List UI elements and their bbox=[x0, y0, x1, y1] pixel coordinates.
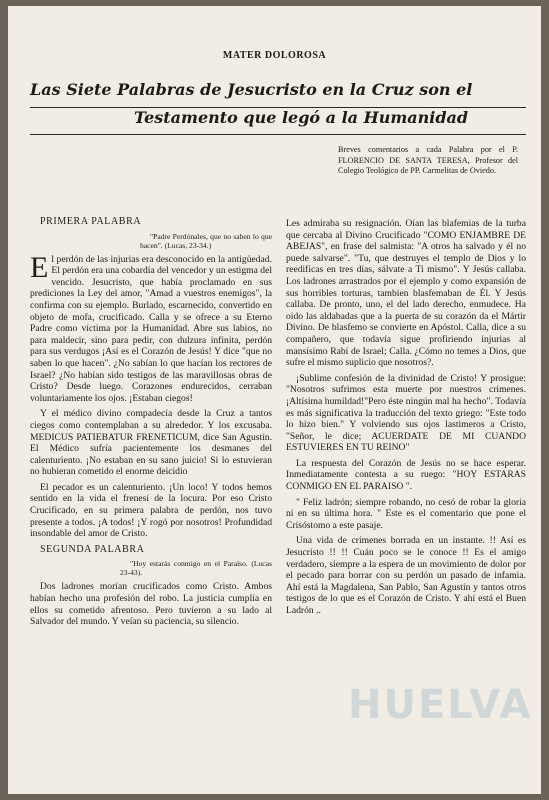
paragraph: " Feliz ladrón; siempre robando, no cesó de robar la gloria ni en su última hora. " Este es el comentario que pone el Crisóstomo a este pasaje. bbox=[286, 496, 526, 531]
drop-cap: E bbox=[30, 250, 49, 284]
article-title-line-2: Testamento que legó a la Humanidad bbox=[134, 108, 469, 127]
archive-watermark: HUELVA bbox=[348, 682, 533, 728]
left-column bbox=[30, 216, 272, 632]
author-byline: Breves comentarios a cada Palabra por el P. FLORENCIO DE SANTA TERESA, Profesor del Colegio Teológico de PP. Carmelitas de Oviedo. bbox=[338, 145, 518, 176]
title-underline-2 bbox=[30, 134, 526, 135]
paragraph: ¡Sublime confesión de la divinidad de Cristo! Y prosigue: "Nosotros sufrimos esta muerte por nuestros crimenes. ¡Altísima humildad!"Pero éste ningún mal ha hecho". Todavía es más significativa la traducción del texto griego: "Este todo lo hizo bien." Y volviendo sus ojos lastimeros a Cristo, "Señor, le dice; ACUERDATE DE MI CUANDO ESTUVIERES EN TU REINO" bbox=[286, 372, 526, 454]
paragraph: La respuesta del Corazón de Jesús no se hace esperar. Inmediatamente contesta a su ruego: "HOY ESTARAS CONMIGO EN EL PARAISO ". bbox=[286, 457, 526, 493]
paragraph bbox=[30, 250, 272, 405]
title-underline-1 bbox=[30, 107, 526, 108]
paragraph: Una vida de crímenes borrada en un instante. !! Así es Jesucristo !! !! Cuán poco se le conoce !! Es el amigo verdadero, siempre a la espera de un movimiento de dolor por el pecado para borrar con su perdón un pasado de infamia. Ahí está la Magdalena, San Pablo, San Agustín y tantos otros testigos de lo que es el Corazón de Cristo. Y ahí está el Buen Ladrón .. bbox=[286, 535, 526, 616]
magazine-page bbox=[8, 6, 541, 794]
running-header: MATER DOLOROSA bbox=[222, 50, 327, 61]
article-title-line-1: Las Siete Palabras de Jesucristo en la Cruz son el bbox=[30, 80, 473, 99]
paragraph: Les admiraba su resignación. Oían las blafemias de la turba que cercaba al Divino Crucificado "COMO ENJAMBRE DE ABEJAS", en frase del salmista: "A otros ha salvado y él no puede salvarse". "Tu, que destruyes el templo de Dios y lo reedificas en tres días, sálvate a Ti mismo". Y Jesús callaba. Los ladrones arrastrados por el ejemplo y como expansión de sus horribles torturas, tambien blasfemaban de Él. Y Jesús callaba. De pronto, uno, el del lado derecho, enmudece. Ha oido las aldabadas que a la puerta de su corazón da el Mártir Divino. De blasfemo se convierte en Apóstol. Calla, dice a su compañero, que todavía sigue profiriendo injurias al mansísimo Rabí de Israel; Calla. ¿Cómo no temes a Dios, que sufre el mismo suplicio que nosotros?. bbox=[286, 218, 526, 369]
section-heading-primera: PRIMERA PALABRA bbox=[40, 216, 142, 227]
paragraph-text: l perdón de las injurias era desconocido en la antigüedad. El perdón era una cobardía del vencedor y un estigma del vencido. Jesucristo, que había proclamado en sus prediciones la Ley del amor, "Amad a vuestros enemigos", la confirma con su ejemplo. Burlado, escarnecido, convertido en objeto de mofa, crucificado. Calla y se ofrece a su Eterno Padre como víctima por la Humanidad. Abre sus labios, no para maldecir, sino para pedir, con dulzura infinita, perdón para sus verdugos ¡Así es el Corazón de Jesús! Y dice "que no saben lo que hacen". ¿No sabían lo que hacían los rectores de Israel? ¿No habían sido testigos de las maravillosas obras de Cristo? Desde luego. Corazones endurecidos, cerraban voluntariamente los ojos. ¡Estaban ciegos! bbox=[30, 253, 272, 404]
right-column bbox=[286, 218, 526, 621]
section-heading-segunda: SEGUNDA PALABRA bbox=[40, 543, 145, 555]
epigraph-segunda: "Hoy estarás conmigo en el Paraíso. (Lucas 23-43). bbox=[120, 559, 272, 578]
article-title bbox=[30, 76, 530, 132]
paragraph: El pecador es un calenturiento. ¡Un loco! Y todos hemos sentido en la vida el frenesí de la locura. Por eso Cristo Crucificado, en su primera palabra de perdón, nos tuvo presente a todos. ¡A todos! ¡Y rogó por nosotros! Profundidad insondable del amor de Cristo. bbox=[30, 481, 272, 540]
paragraph: Dos ladrones morían crucificados como Cristo. Ambos habían hecho una profesión del robo. La justicia cumplía en ellos su cometido afrentoso. Pero tuvieron a su lado al Salvador del mundo. Y veían su paciencia, su silencio. bbox=[30, 581, 272, 628]
epigraph-primera: "Padre Perdónales, que no saben lo que hacen". (Lucas, 23-34.) bbox=[140, 231, 272, 250]
paragraph: Y el médico divino compadecía desde la Cruz a tantos ciegos como contemplaban a su alrededor. Y los excusaba. MEDICUS PATIEBATUR FRENETICUM, dice San Agustín. El Médico sufría pacientemente los desmanes del calenturiento. ¡No estaban en su sano juicio! Si lo estuvieran no hubieran cometido el enorme deicidio bbox=[30, 408, 272, 478]
